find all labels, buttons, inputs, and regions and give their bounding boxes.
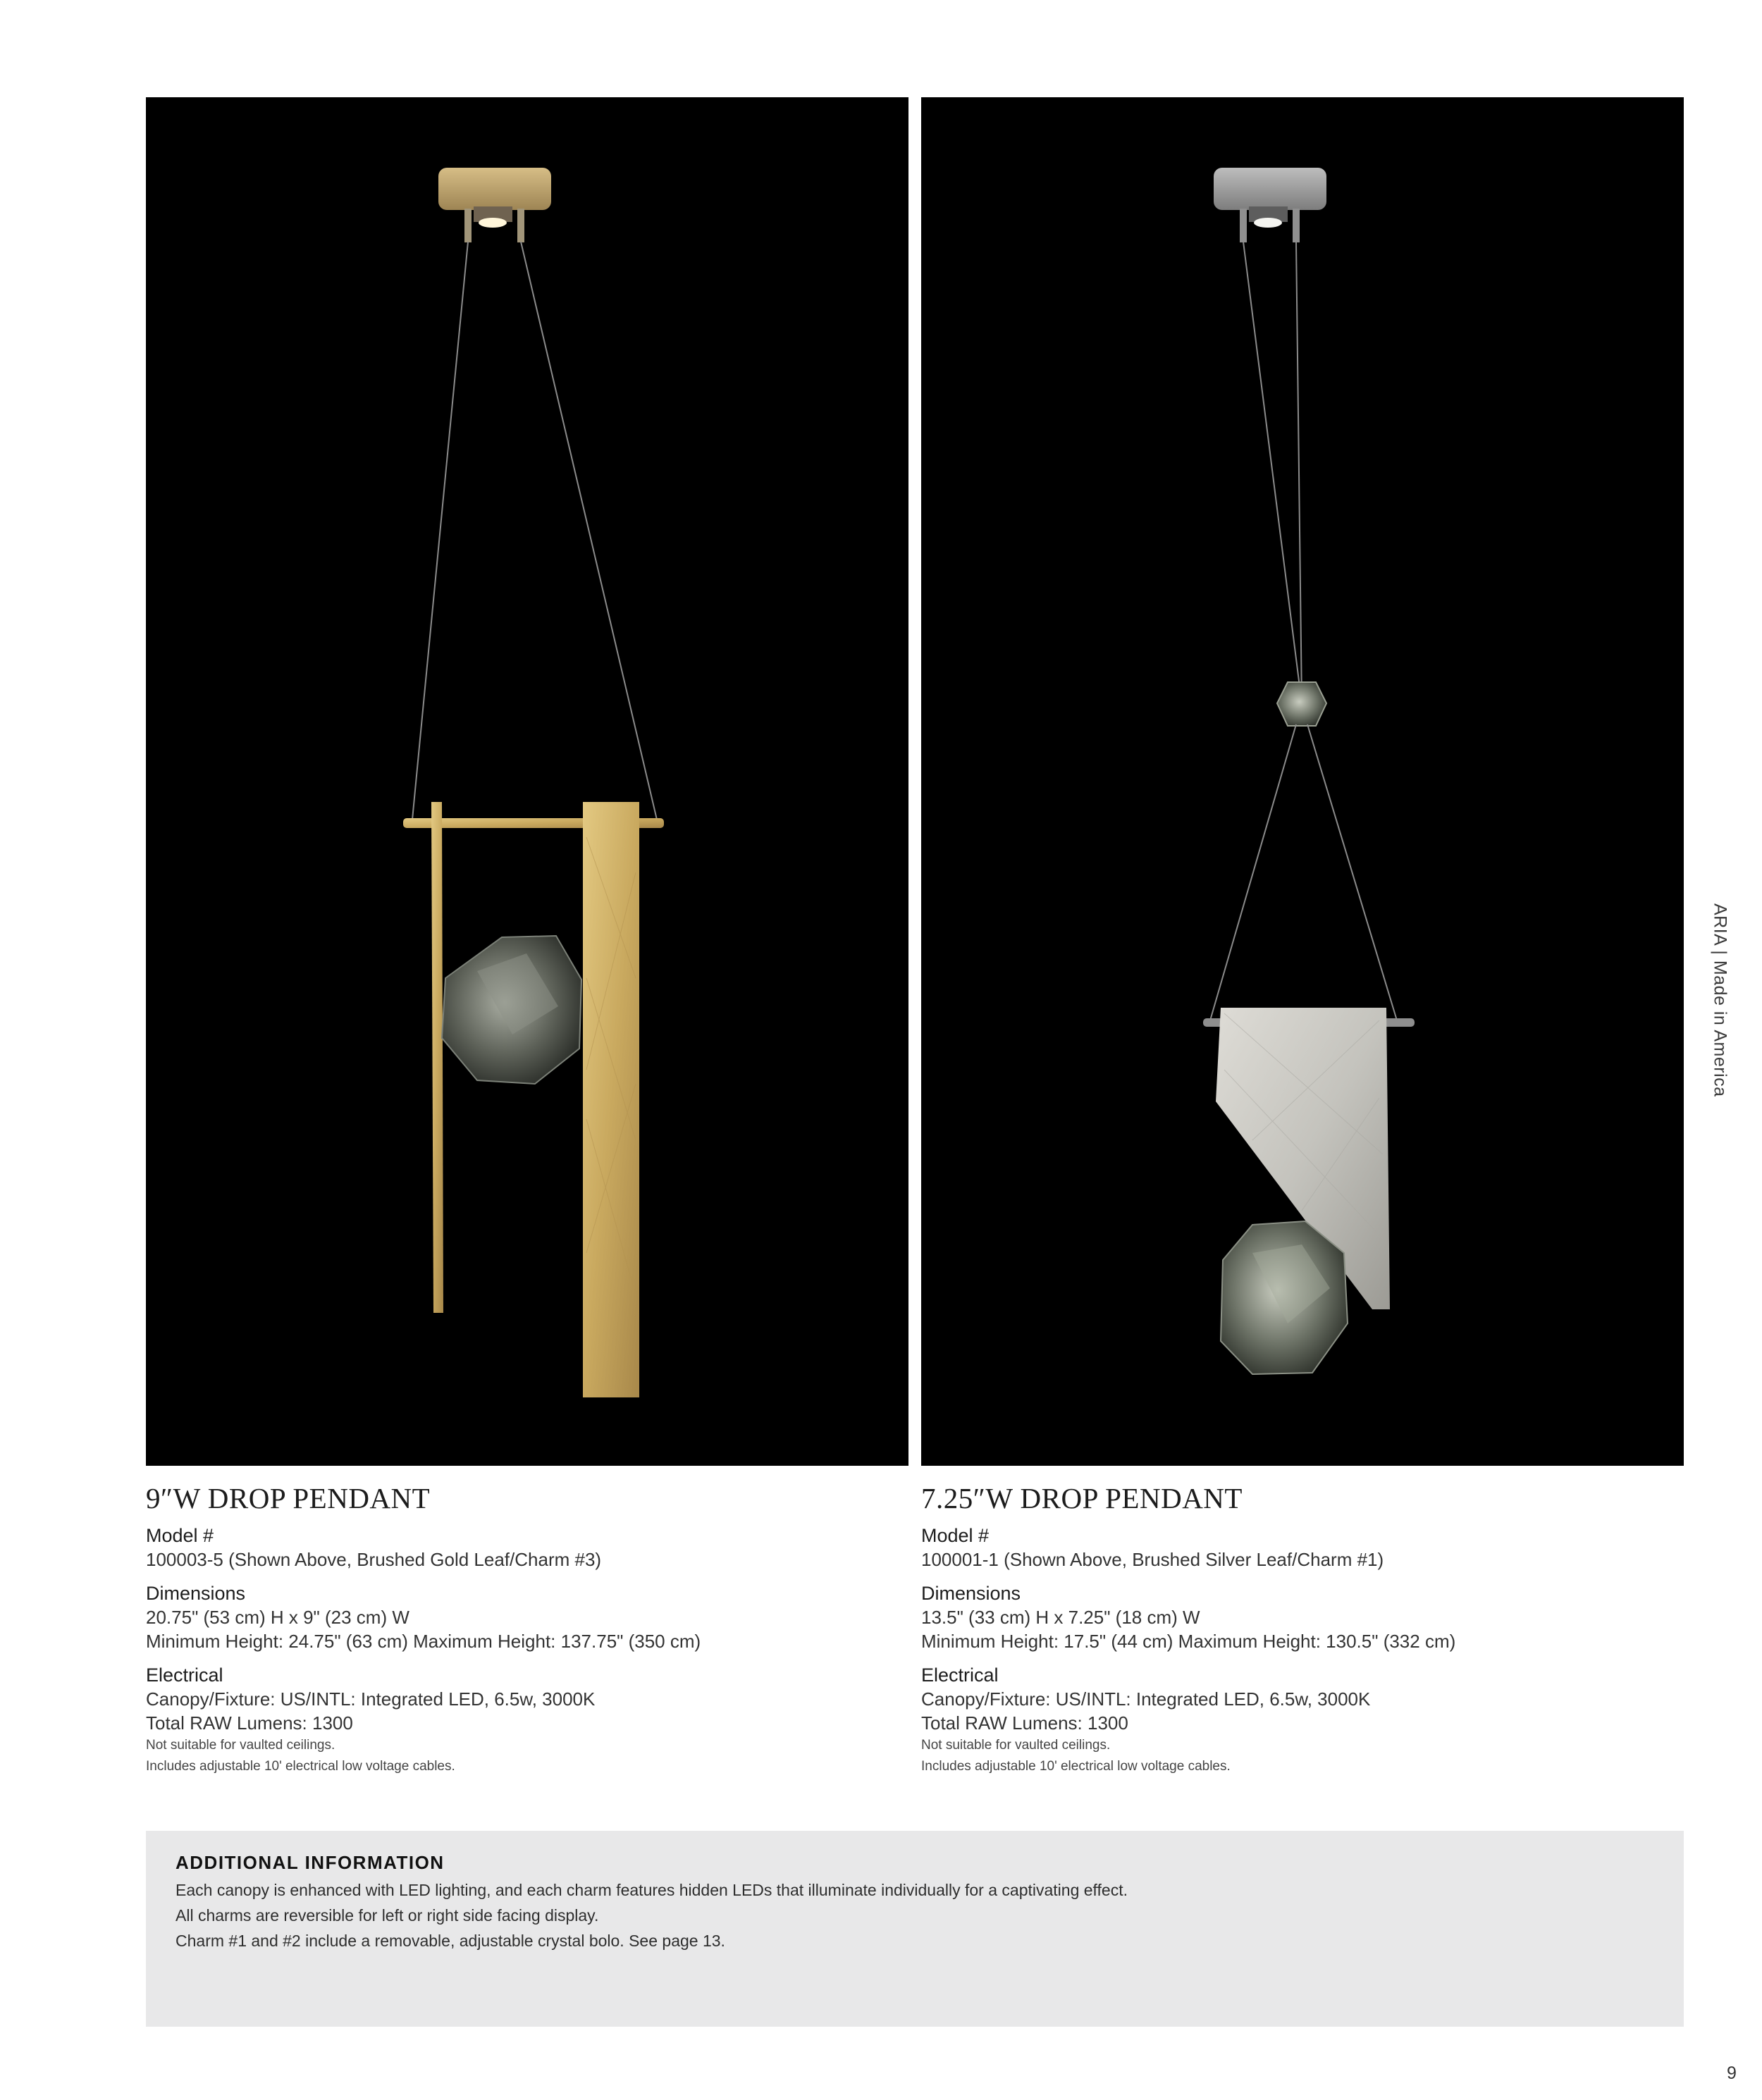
side-label: [1706, 903, 1734, 1115]
cable-post-left: [1240, 209, 1247, 242]
page-number: 9: [1727, 2063, 1737, 2083]
model-number: 100003-5 (Shown Above, Brushed Gold Leaf/Charm #3): [146, 1549, 602, 1570]
cable-lower-left: [1210, 724, 1296, 1020]
cable-left: [412, 242, 468, 820]
cable-post-right: [1293, 209, 1300, 242]
led-glow: [479, 218, 507, 228]
canopy: [438, 168, 551, 210]
side-label-text: ARIA | Made in America: [1710, 903, 1730, 1097]
additional-info-line: All charms are reversible for left or right side facing display.: [175, 1906, 599, 1925]
canopy: [1214, 168, 1326, 210]
dimensions-heights: Minimum Height: 24.75" (63 cm) Maximum Height: 137.75" (350 cm): [146, 1631, 701, 1652]
product-title: 9″W DROP PENDANT: [146, 1482, 431, 1514]
product-spec-right: [921, 1480, 1684, 1777]
note-vaulted: Not suitable for vaulted ceilings.: [146, 1738, 335, 1753]
electrical-heading: Electrical: [921, 1664, 999, 1686]
cable-upper-left: [1243, 242, 1302, 703]
additional-info-line: Charm #1 and #2 include a removable, adjustable crystal bolo. See page 13.: [175, 1932, 725, 1950]
model-number: 100001-1 (Shown Above, Brushed Silver Leaf/Charm #1): [921, 1549, 1384, 1570]
electrical-canopy: Canopy/Fixture: US/INTL: Integrated LED, 6.5w, 3000K: [146, 1688, 596, 1710]
dimensions-size: 13.5" (33 cm) H x 7.25" (18 cm) W: [921, 1607, 1200, 1628]
cable-post-right: [517, 209, 524, 242]
cable-post-left: [464, 209, 472, 242]
note-vaulted: Not suitable for vaulted ceilings.: [921, 1738, 1111, 1753]
product-photo-gold-pendant: [146, 97, 908, 1466]
additional-info-line: Each canopy is enhanced with LED lighting, and each charm features hidden LEDs that illuminate individually for a captivating effect.: [175, 1881, 1128, 1899]
additional-info-box: [146, 1831, 1684, 2027]
dimensions-heading: Dimensions: [146, 1583, 246, 1604]
note-cables: Includes adjustable 10' electrical low voltage cables.: [921, 1759, 1231, 1774]
dimensions-heights: Minimum Height: 17.5" (44 cm) Maximum Height: 130.5" (332 cm): [921, 1631, 1456, 1652]
product-spec-left: [146, 1480, 908, 1777]
electrical-canopy: Canopy/Fixture: US/INTL: Integrated LED, 6.5w, 3000K: [921, 1688, 1371, 1710]
model-heading: Model #: [146, 1525, 214, 1546]
model-heading: Model #: [921, 1525, 990, 1546]
silver-pendant-illustration: [921, 97, 1684, 1466]
electrical-lumens: Total RAW Lumens: 1300: [146, 1712, 353, 1734]
additional-info-title: ADDITIONAL INFORMATION: [175, 1852, 445, 1873]
note-cables: Includes adjustable 10' electrical low voltage cables.: [146, 1759, 455, 1774]
electrical-heading: Electrical: [146, 1664, 223, 1686]
dimensions-size: 20.75" (53 cm) H x 9" (23 cm) W: [146, 1607, 409, 1628]
product-title: 7.25″W DROP PENDANT: [921, 1482, 1243, 1514]
thin-leaf: [431, 802, 443, 1313]
gold-pendant-illustration: [146, 97, 908, 1466]
bolo-crystal: [1277, 682, 1326, 726]
electrical-lumens: Total RAW Lumens: 1300: [921, 1712, 1128, 1734]
product-photo-silver-pendant: [921, 97, 1684, 1466]
cable-right: [521, 242, 657, 820]
cable-upper-right: [1296, 242, 1302, 703]
led-glow: [1254, 218, 1282, 228]
cable-lower-right: [1307, 724, 1397, 1020]
dimensions-heading: Dimensions: [921, 1583, 1021, 1604]
